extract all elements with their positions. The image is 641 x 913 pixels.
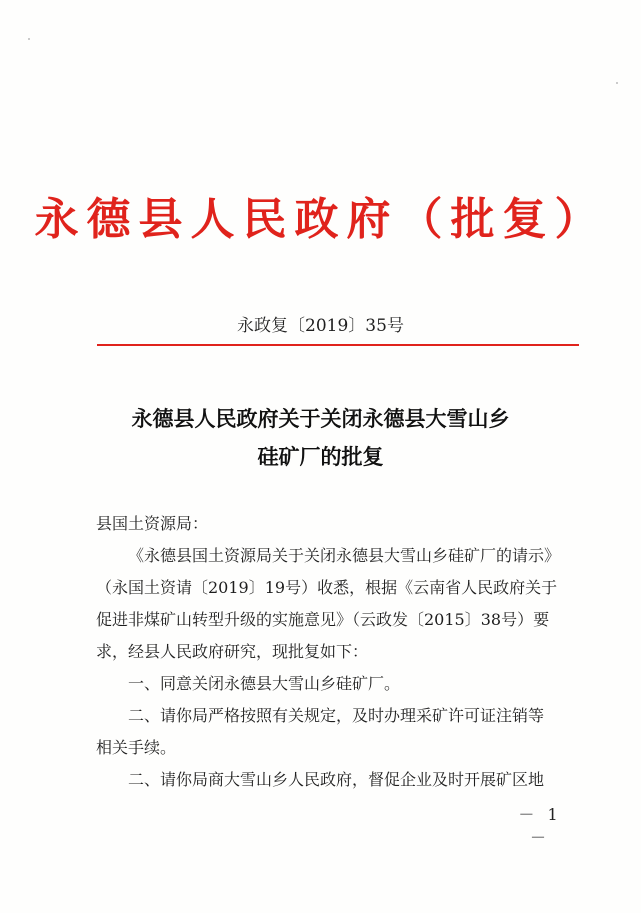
scan-speck — [616, 82, 618, 84]
document-title — [0, 400, 641, 476]
paragraph-line: （永国土资请〔2019〕19号）收悉，根据《云南省人民政府关于 — [96, 578, 558, 597]
document-title-line-1: 永德县人民政府关于关闭永德县大雪山乡 — [131, 406, 510, 431]
red-divider-line — [97, 344, 579, 346]
paragraph-request-reference — [96, 540, 584, 668]
issuer-header-title: 永德县人民政府（批复） — [34, 194, 607, 245]
item-line: 相关手续。 — [96, 738, 177, 757]
page-number: － 1 － — [518, 805, 562, 847]
paragraph-line: 求，经县人民政府研究，现批复如下： — [96, 642, 369, 661]
document-number: 永政复〔2019〕35号 — [237, 316, 404, 336]
item-line: 二、请你局严格按照有关规定，及时办理采矿许可证注销等 — [128, 706, 545, 725]
addressee: 县国土资源局： — [96, 514, 209, 533]
item-3 — [96, 764, 584, 796]
document-title-line-2: 硅矿厂的批复 — [257, 444, 384, 469]
paragraph-line: 促进非煤矿山转型升级的实施意见》（云政发〔2015〕38号）要 — [96, 610, 550, 629]
scan-speck — [28, 38, 30, 40]
item-1 — [96, 668, 584, 700]
document-body — [96, 508, 584, 796]
item-2 — [96, 700, 584, 764]
item-line: 一、同意关闭永德县大雪山乡硅矿厂。 — [128, 674, 401, 693]
item-line: 二、请你局商大雪山乡人民政府，督促企业及时开展矿区地 — [128, 770, 545, 789]
paragraph-line: 《永德县国土资源局关于关闭永德县大雪山乡硅矿厂的请示》 — [128, 546, 561, 565]
